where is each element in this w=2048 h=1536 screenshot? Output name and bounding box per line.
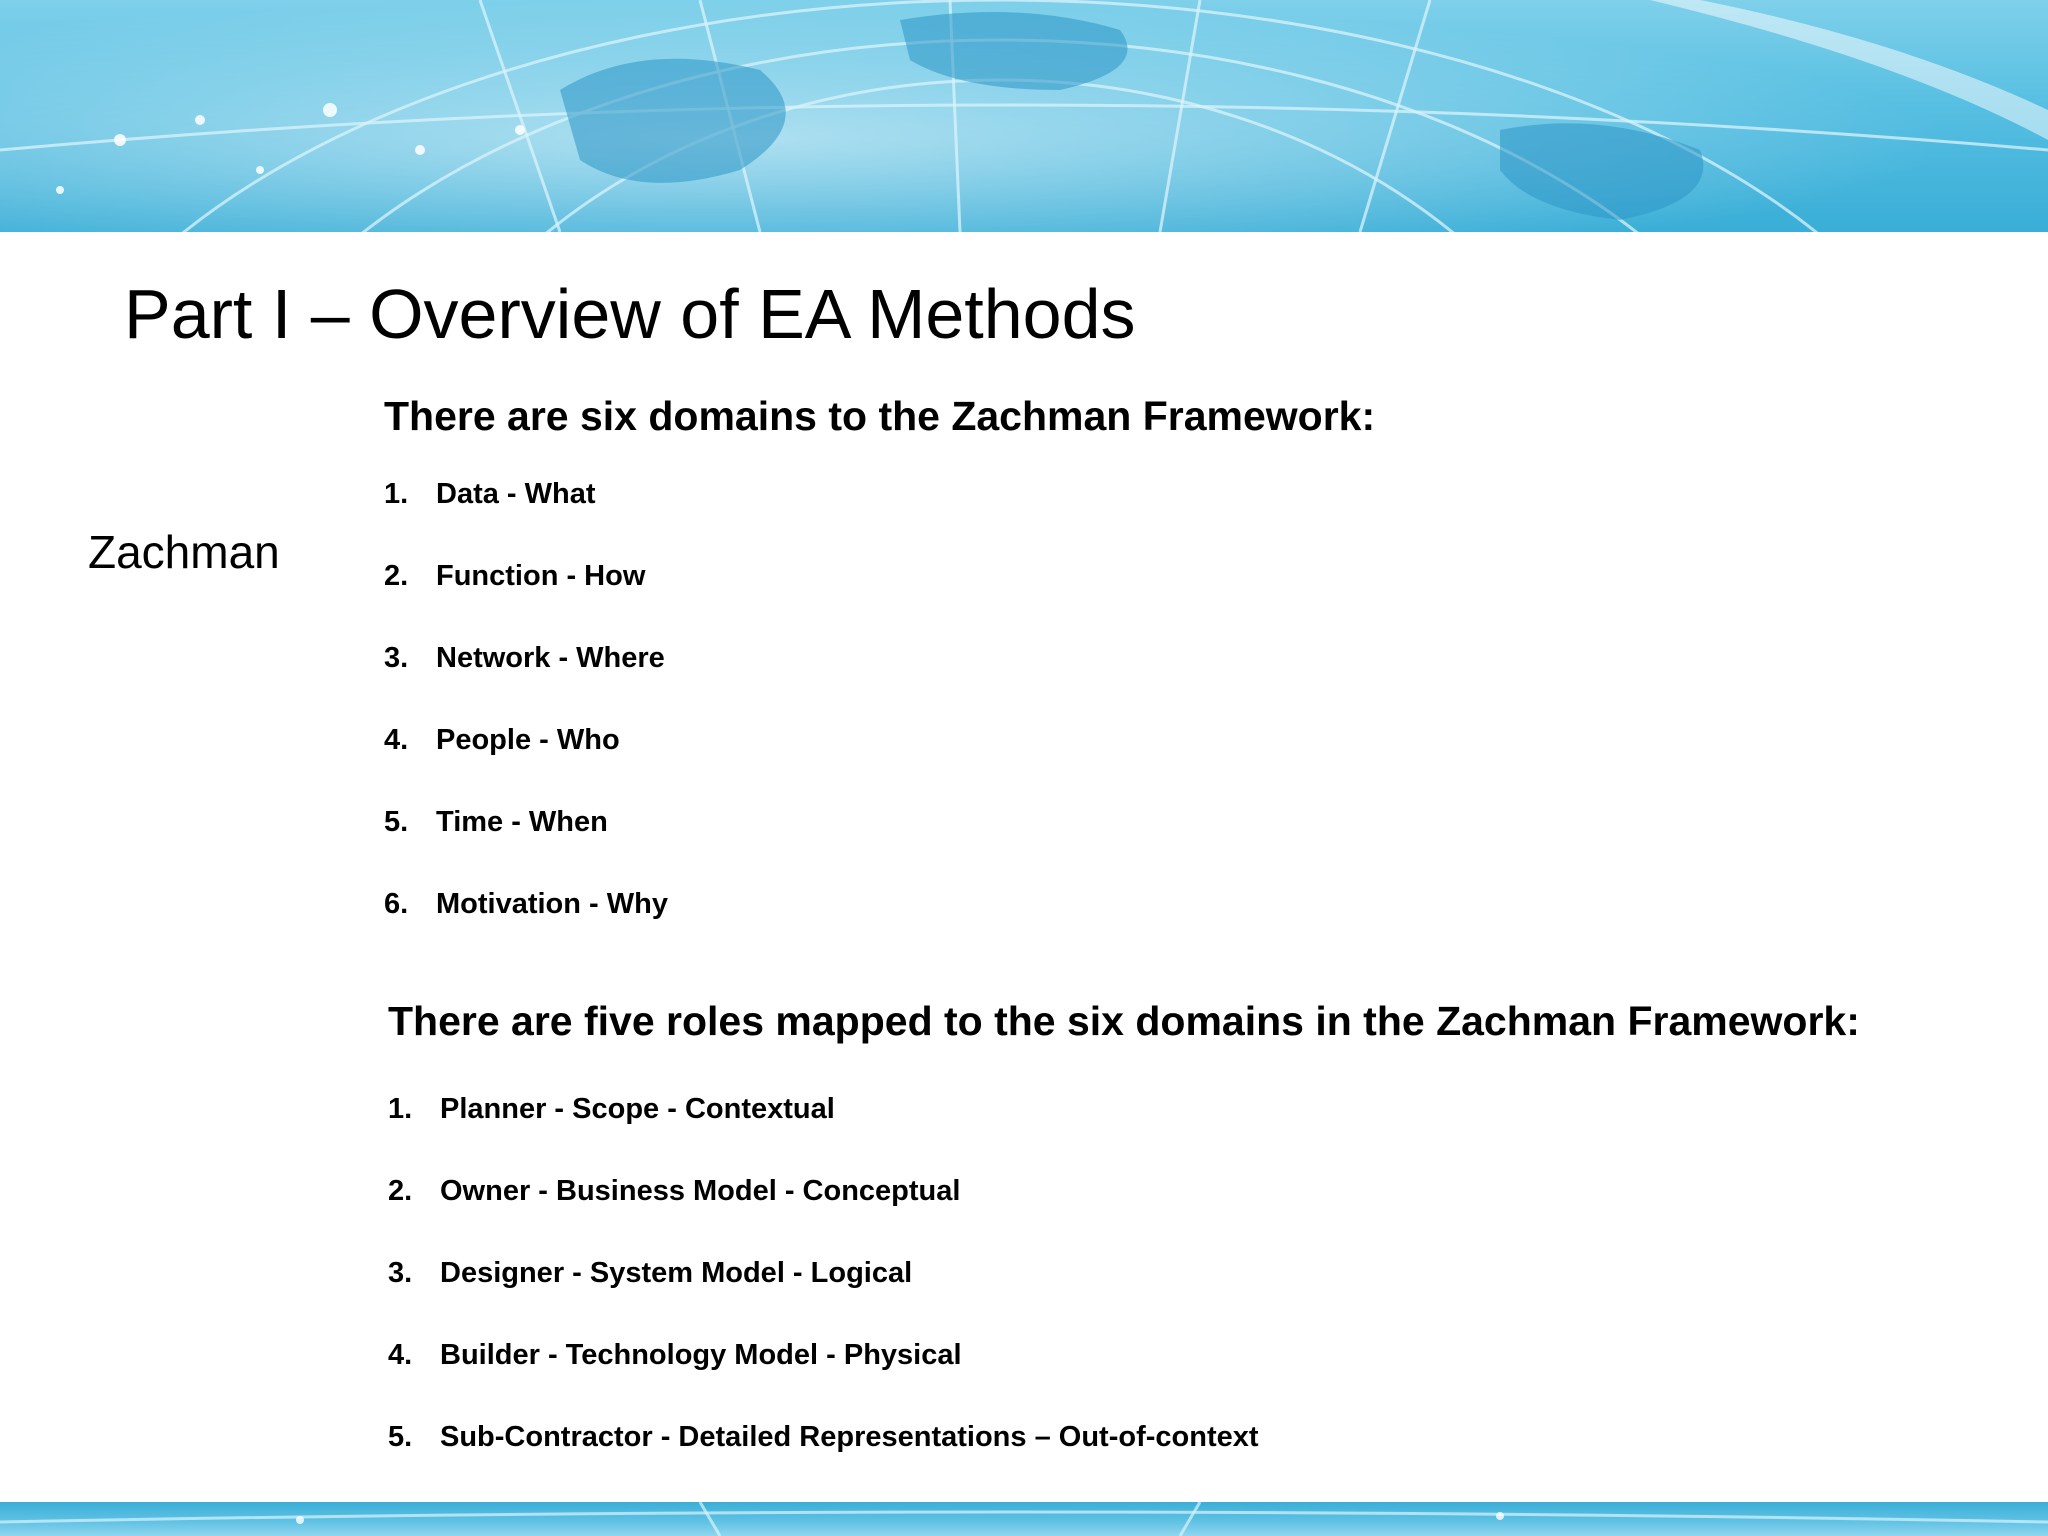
list-item xyxy=(388,1337,1860,1419)
slide-title: Part I – Overview of EA Methods xyxy=(124,275,1136,353)
item-text: Motivation - Why xyxy=(436,888,668,920)
item-number: 6. xyxy=(384,888,409,920)
domains-list xyxy=(384,476,1375,968)
item-number: 3. xyxy=(384,642,409,674)
item-number: 5. xyxy=(384,806,409,838)
item-number: 4. xyxy=(384,724,409,756)
item-number: 2. xyxy=(388,1175,413,1207)
item-number: 2. xyxy=(384,560,409,592)
item-text: People - Who xyxy=(436,724,620,756)
roles-section xyxy=(388,993,1860,1501)
item-number: 1. xyxy=(384,478,409,510)
domains-heading: There are six domains to the Zachman Framework: xyxy=(384,393,1376,439)
footer-globe-banner xyxy=(0,1502,2048,1536)
item-text: Network - Where xyxy=(436,642,665,674)
list-item xyxy=(388,1173,1860,1255)
item-text: Owner - Business Model - Conceptual xyxy=(440,1175,961,1207)
list-item xyxy=(384,722,1375,804)
item-number: 4. xyxy=(388,1339,413,1371)
item-number: 1. xyxy=(388,1093,413,1125)
side-label-zachman: Zachman xyxy=(88,526,280,578)
item-text: Designer - System Model - Logical xyxy=(440,1257,913,1289)
list-item xyxy=(384,476,1375,558)
domains-section xyxy=(384,388,1375,968)
item-text: Data - What xyxy=(436,478,596,510)
header-globe-banner xyxy=(0,0,2048,232)
list-item xyxy=(384,886,1375,968)
item-number: 3. xyxy=(388,1257,413,1289)
list-item xyxy=(388,1255,1860,1337)
roles-heading: There are five roles mapped to the six domains in the Zachman Framework: xyxy=(388,998,1860,1044)
item-text: Planner - Scope - Contextual xyxy=(440,1093,835,1125)
item-text: Sub-Contractor - Detailed Representations – Out-of-context xyxy=(440,1421,1259,1453)
item-text: Builder - Technology Model - Physical xyxy=(440,1339,962,1371)
list-item xyxy=(384,804,1375,886)
item-text: Function - How xyxy=(436,560,646,592)
list-item xyxy=(388,1419,1860,1501)
footer-graphic xyxy=(0,1502,2048,1536)
roles-list xyxy=(388,1091,1860,1501)
globe-graphic xyxy=(0,0,2048,232)
list-item xyxy=(384,558,1375,640)
item-text: Time - When xyxy=(436,806,608,838)
list-item xyxy=(388,1091,1860,1173)
item-number: 5. xyxy=(388,1421,413,1453)
list-item xyxy=(384,640,1375,722)
